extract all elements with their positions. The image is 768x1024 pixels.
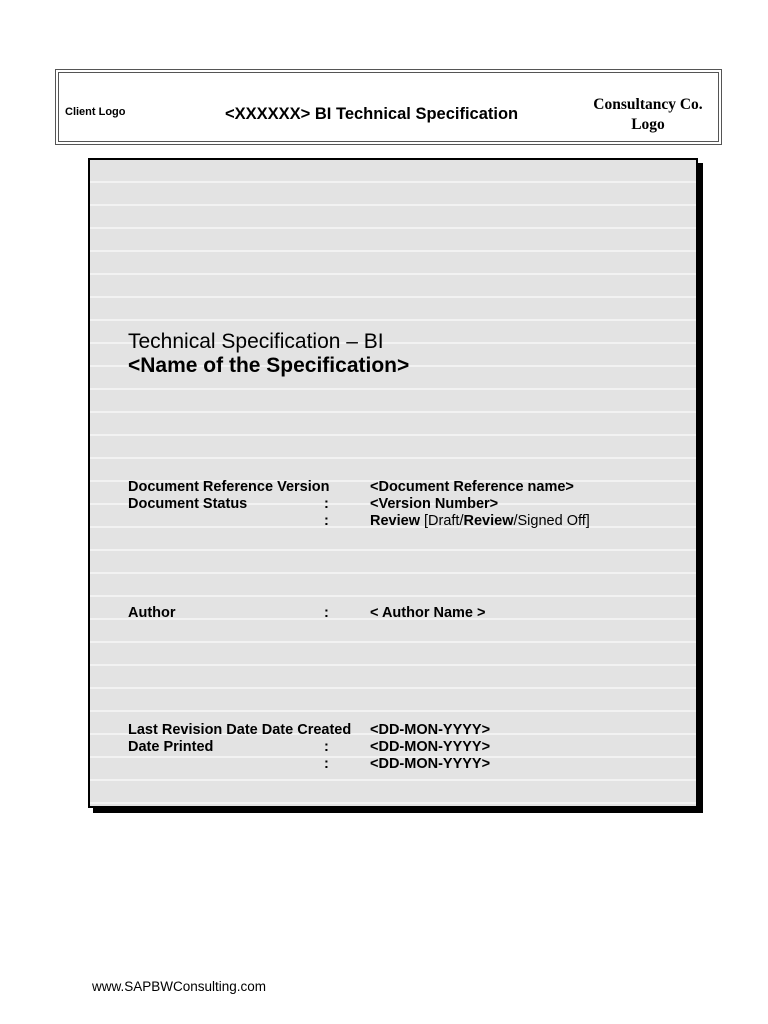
footer-url[interactable]: www.SAPBWConsulting.com <box>92 979 267 994</box>
info-value: < Author Name > <box>370 605 486 621</box>
info-row-author <box>128 605 688 622</box>
info-label: Date Printed <box>128 739 214 755</box>
info-colon: : <box>324 756 329 772</box>
info-label: Document Status <box>128 496 248 512</box>
spec-name: <Name of the Specification> <box>128 354 410 377</box>
consultancy-line-2: Logo <box>631 116 665 133</box>
info-value: <Version Number> <box>370 496 499 512</box>
info-value: <DD-MON-YYYY> <box>370 739 491 755</box>
info-colon: : <box>324 605 329 621</box>
review-options-close: /Signed Off] <box>513 513 590 529</box>
info-value: <DD-MON-YYYY> <box>370 722 491 738</box>
header-title: <XXXXXX> BI Technical Specification <box>225 105 519 123</box>
info-colon: : <box>324 739 329 755</box>
review-status: Review <box>370 513 420 529</box>
info-row-date-extra <box>128 756 688 773</box>
info-value: <DD-MON-YYYY> <box>370 756 491 772</box>
review-options-bold: Review <box>463 513 514 529</box>
spec-title: Technical Specification – BI <box>128 330 384 353</box>
info-row-review <box>128 513 688 530</box>
info-label: Last Revision Date Date Created <box>128 722 352 738</box>
info-value: <Document Reference name> <box>370 479 574 495</box>
client-logo-placeholder: Client Logo <box>65 106 126 118</box>
consultancy-line-1: Consultancy Co. <box>593 96 703 113</box>
info-colon: : <box>324 496 329 512</box>
info-row-last-revision <box>128 722 688 739</box>
document-header <box>55 69 722 145</box>
info-label: Author <box>128 605 176 621</box>
info-label: Document Reference Version <box>128 479 330 495</box>
consultancy-logo-placeholder <box>578 95 718 135</box>
info-value-review <box>370 513 590 529</box>
info-row-date-printed <box>128 739 688 756</box>
review-options-open: [Draft/ <box>419 513 464 529</box>
cover-box <box>88 158 698 808</box>
info-colon: : <box>324 513 329 529</box>
info-row-doc-ref <box>128 479 688 496</box>
info-row-doc-status <box>128 496 688 513</box>
